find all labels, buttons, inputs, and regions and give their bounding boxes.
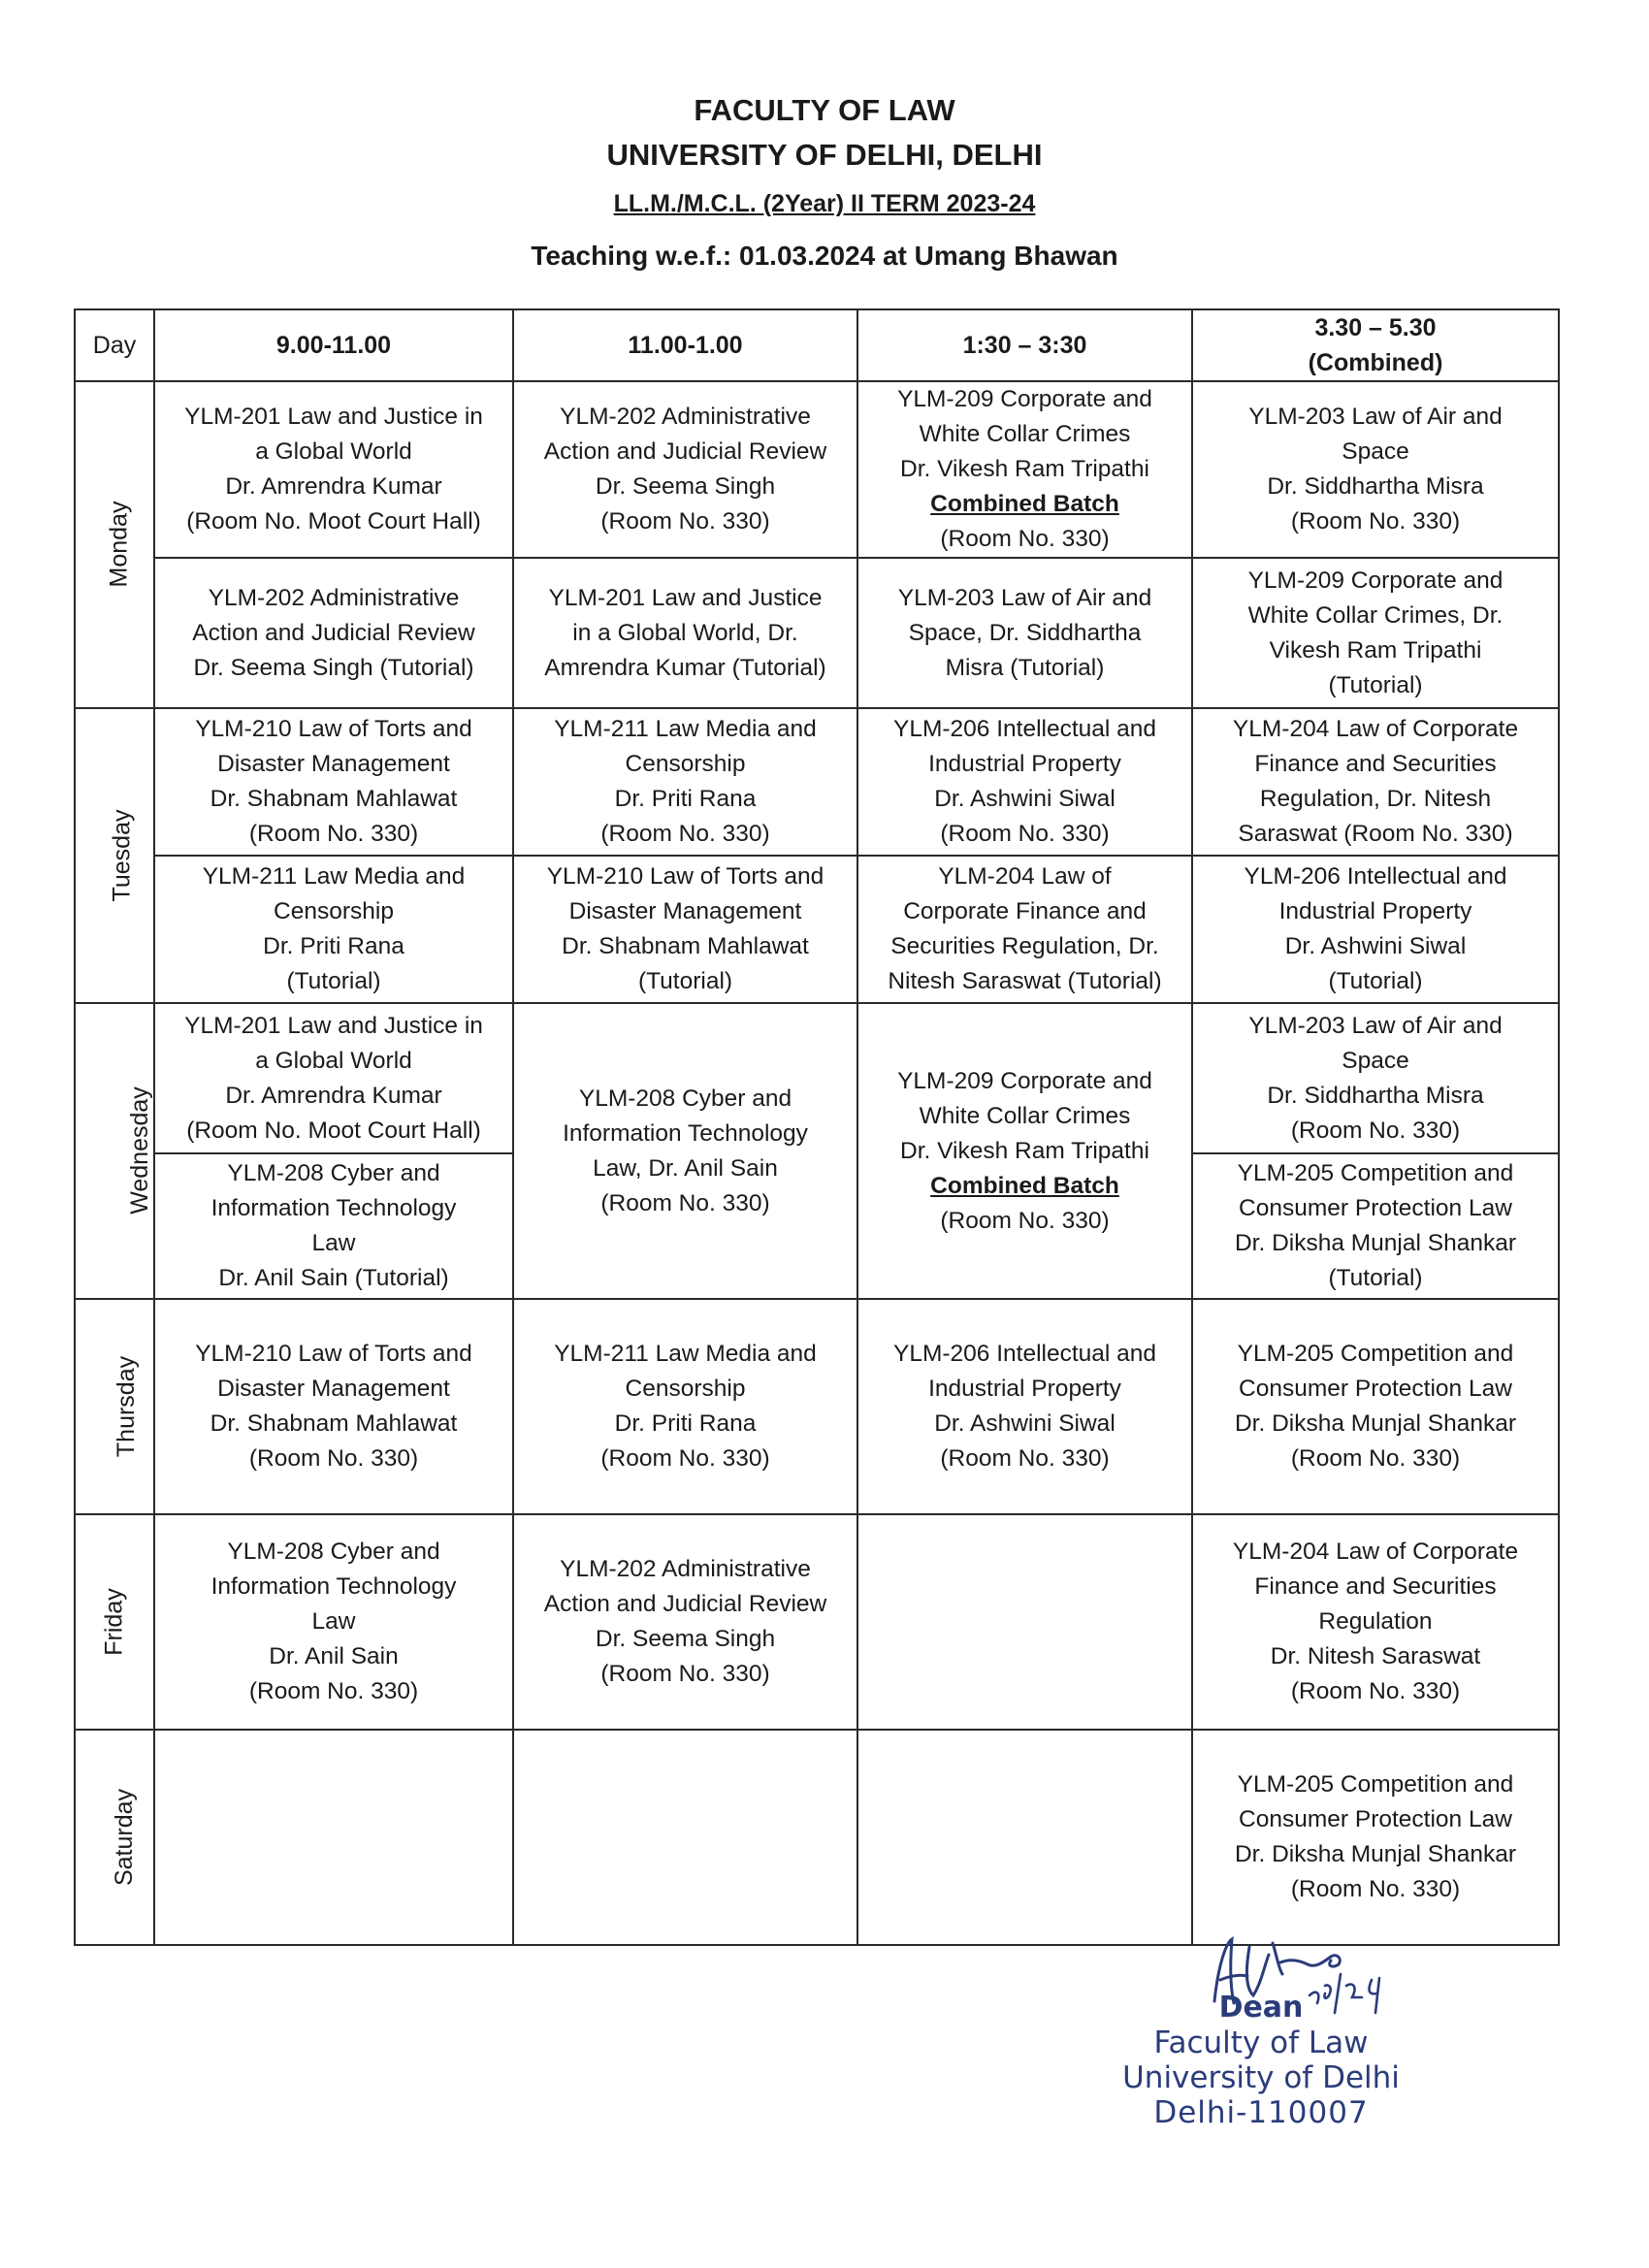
tue-r1-slot4 (1192, 708, 1559, 856)
cell-line: Space (1342, 438, 1409, 465)
cell-line: YLM-203 Law of Air and (1248, 404, 1503, 430)
tue-r1-slot3 (857, 708, 1192, 856)
cell-line: Law (311, 1230, 356, 1256)
cell-line: YLM-210 Law of Torts and (195, 716, 472, 742)
cell-line: Dr. Diksha Munjal Shankar (1234, 1410, 1517, 1437)
cell-line: Dr. Amrendra Kumar (225, 1082, 442, 1109)
slot4-time: 3.30 – 5.30 (1314, 314, 1437, 341)
slot4-header (1192, 309, 1559, 381)
cell-line: Censorship (625, 751, 746, 777)
cell-line: YLM-211 Law Media and (554, 716, 817, 742)
cell-line: Dr. Vikesh Ram Tripathi (900, 1137, 1149, 1164)
cell-line: Dr. Vikesh Ram Tripathi (900, 456, 1149, 482)
cell-line: YLM-209 Corporate and (1247, 567, 1504, 594)
wed-r1-slot1 (154, 1003, 513, 1153)
cell-line: (Room No. 330) (940, 821, 1110, 847)
teaching-date: Teaching w.e.f.: 01.03.2024 at Umang Bhawan (531, 241, 1118, 271)
cell-line: YLM-203 Law of Air and (897, 584, 1152, 611)
cell-line: (Room No. 330) (940, 526, 1110, 552)
cell-line: Industrial Property (928, 1376, 1121, 1402)
cell-line: Amrendra Kumar (Tutorial) (544, 654, 826, 681)
day-tuesday: Tuesday (75, 708, 154, 1003)
cell-line: YLM-208 Cyber and (578, 1085, 792, 1112)
sat-slot4 (1192, 1730, 1559, 1945)
cell-line: Dr. Diksha Munjal Shankar (1234, 1230, 1517, 1256)
cell-line: YLM-205 Competition and (1237, 1341, 1514, 1367)
cell-line: Dr. Seema Singh (Tutorial) (193, 654, 474, 681)
mon-r1-slot1 (154, 381, 513, 558)
cell-line: (Room No. 330) (1290, 1445, 1461, 1472)
cell-line: Combined Batch (930, 1172, 1119, 1199)
cell-line: Consumer Protection Law (1239, 1806, 1512, 1832)
cell-line: (Room No. 330) (1290, 508, 1461, 535)
slot1-header: 9.00-11.00 (154, 309, 513, 381)
cell-line: YLM-204 Law of Corporate (1232, 1539, 1519, 1565)
cell-line: YLM-201 Law and Justice (548, 584, 823, 611)
cell-line: YLM-209 Corporate and (897, 386, 1152, 412)
fri-slot2 (513, 1514, 857, 1730)
cell-line: Dr. Amrendra Kumar (225, 473, 442, 500)
cell-line: (Room No. 330) (600, 508, 770, 535)
tue-r2-slot3 (857, 856, 1192, 1003)
cell-line: Dr. Priti Rana (614, 1410, 757, 1437)
cell-line: Dr. Ashwini Siwal (934, 1410, 1116, 1437)
cell-line: YLM-204 Law of (938, 863, 1112, 890)
cell-line: Saraswat (Room No. 330) (1238, 821, 1513, 847)
cell-line: White Collar Crimes (919, 421, 1131, 447)
cell-line: (Room No. Moot Court Hall) (186, 1117, 481, 1144)
slot4-note: (Combined) (1308, 349, 1443, 376)
cell-line: Disaster Management (217, 1376, 450, 1402)
day-saturday: Saturday (75, 1730, 154, 1945)
cell-line: (Room No. 330) (600, 821, 770, 847)
wednesday-row-1 (75, 1003, 1559, 1153)
cell-line: (Tutorial) (1328, 968, 1423, 994)
cell-line: Space (1342, 1047, 1409, 1074)
cell-line: Dr. Siddhartha Misra (1267, 1082, 1484, 1109)
cell-line: YLM-208 Cyber and (227, 1539, 440, 1565)
dean-faculty: Faculty of Law (1153, 2025, 1369, 2060)
mon-r2-slot2 (513, 558, 857, 708)
cell-line: (Tutorial) (637, 968, 733, 994)
header-row (75, 309, 1559, 381)
cell-line: Action and Judicial Review (543, 438, 827, 465)
cell-line: YLM-203 Law of Air and (1248, 1012, 1503, 1039)
day-header: Day (75, 309, 154, 381)
cell-line: Dr. Seema Singh (595, 1626, 776, 1652)
cell-line: (Room No. 330) (248, 1445, 419, 1472)
wed-slot3 (857, 1003, 1192, 1299)
wed-r1-slot4 (1192, 1003, 1559, 1153)
mon-r2-slot3 (857, 558, 1192, 708)
cell-line: (Room No. 330) (1290, 1117, 1461, 1144)
cell-line: Securities Regulation, Dr. (890, 933, 1159, 959)
cell-line: Disaster Management (217, 751, 450, 777)
cell-line: Censorship (274, 898, 394, 924)
cell-line: Vikesh Ram Tripathi (1269, 636, 1482, 664)
dean-address: Delhi-110007 (1153, 2095, 1369, 2130)
cell-line: (Room No. 330) (248, 1678, 419, 1704)
cell-line: Industrial Property (928, 751, 1121, 777)
cell-line: (Room No. 330) (248, 821, 419, 847)
cell-line: (Room No. Moot Court Hall) (186, 508, 481, 535)
day-thursday: Thursday (75, 1299, 154, 1514)
day-friday: Friday (75, 1514, 154, 1730)
cell-line: Nitesh Saraswat (Tutorial) (888, 968, 1162, 994)
slot2-header: 11.00-1.00 (513, 309, 857, 381)
mon-r1-slot2 (513, 381, 857, 558)
tue-r1-slot2 (513, 708, 857, 856)
cell-line: Consumer Protection Law (1239, 1195, 1512, 1221)
cell-line: (Room No. 330) (1290, 1678, 1461, 1704)
cell-line: Information Technology (210, 1195, 457, 1221)
cell-line: Space, Dr. Siddhartha (908, 619, 1142, 646)
cell-line: (Tutorial) (286, 968, 381, 994)
cell-line: Dr. Siddhartha Misra (1267, 473, 1484, 500)
monday-row-2 (75, 558, 1559, 708)
cell-line: in a Global World, Dr. (572, 619, 798, 646)
cell-line: White Collar Crimes (919, 1102, 1131, 1129)
cell-line: YLM-205 Competition and (1237, 1771, 1514, 1798)
cell-line: Misra (Tutorial) (945, 654, 1105, 681)
tue-r1-slot1 (154, 708, 513, 856)
thu-slot1 (154, 1299, 513, 1514)
wed-slot2 (513, 1003, 857, 1299)
mon-r1-slot4 (1192, 381, 1559, 558)
cell-line: YLM-202 Administrative (560, 404, 811, 430)
sat-slot3 (857, 1730, 1192, 1945)
cell-line: (Room No. 330) (600, 1189, 770, 1216)
cell-line: Regulation, Dr. Nitesh (1259, 786, 1492, 812)
cell-line: Action and Judicial Review (543, 1591, 827, 1617)
cell-line: (Room No. 330) (940, 1207, 1110, 1234)
cell-line: Law, Dr. Anil Sain (593, 1154, 778, 1182)
cell-line: Regulation (1318, 1608, 1433, 1635)
cell-line: (Room No. 330) (1290, 1876, 1461, 1902)
cell-line: YLM-210 Law of Torts and (546, 863, 824, 890)
thursday-row (75, 1299, 1559, 1514)
cell-line: YLM-201 Law and Justice in (184, 1012, 483, 1039)
cell-line: Dr. Nitesh Saraswat (1270, 1643, 1481, 1669)
cell-line: Dr. Anil Sain (269, 1643, 399, 1669)
cell-line: Information Technology (210, 1573, 457, 1600)
timetable (74, 308, 1560, 1946)
cell-line: Finance and Securities (1254, 751, 1497, 777)
cell-line: Information Technology (563, 1119, 808, 1147)
cell-line: Law (311, 1608, 356, 1635)
cell-line: Censorship (625, 1376, 746, 1402)
cell-line: YLM-205 Competition and (1237, 1160, 1514, 1186)
cell-line: Dr. Diksha Munjal Shankar (1234, 1841, 1517, 1867)
cell-line: Industrial Property (1278, 898, 1472, 924)
thu-slot3 (857, 1299, 1192, 1514)
cell-line: Dr. Seema Singh (595, 473, 776, 500)
slot3-header: 1:30 – 3:30 (857, 309, 1192, 381)
cell-line: YLM-202 Administrative (560, 1556, 811, 1582)
wed-r2-slot4 (1192, 1153, 1559, 1299)
cell-line: Dr. Anil Sain (Tutorial) (218, 1265, 449, 1291)
cell-line: (Room No. 330) (600, 1661, 770, 1687)
fri-slot3 (857, 1514, 1192, 1730)
cell-line: YLM-210 Law of Torts and (195, 1341, 472, 1367)
course-term: LL.M./M.C.L. (2Year) II TERM 2023-24 (613, 190, 1036, 217)
cell-line: (Room No. 330) (940, 1445, 1110, 1472)
tue-r2-slot2 (513, 856, 857, 1003)
cell-line: Dr. Shabnam Mahlawat (562, 933, 809, 959)
cell-line: YLM-209 Corporate and (897, 1067, 1152, 1094)
day-monday: Monday (75, 381, 154, 708)
cell-line: (Tutorial) (1328, 671, 1423, 698)
cell-line: YLM-211 Law Media and (202, 863, 466, 890)
cell-line: YLM-206 Intellectual and (892, 716, 1157, 742)
cell-line: a Global World (255, 438, 412, 465)
cell-line: YLM-202 Administrative (208, 584, 460, 611)
mon-r2-slot4 (1192, 558, 1559, 708)
cell-line: Dr. Priti Rana (614, 786, 757, 812)
university-title: UNIVERSITY OF DELHI, DELHI (606, 138, 1043, 172)
cell-line: YLM-206 Intellectual and (1244, 863, 1507, 890)
cell-line: YLM-204 Law of Corporate (1232, 716, 1519, 742)
dean-title: Dean (1218, 1991, 1304, 2025)
sat-slot1 (154, 1730, 513, 1945)
cell-line: YLM-201 Law and Justice in (184, 404, 483, 430)
cell-line: Disaster Management (568, 898, 802, 924)
friday-row (75, 1514, 1559, 1730)
cell-line: Dr. Shabnam Mahlawat (210, 786, 458, 812)
cell-line: Dr. Ashwini Siwal (934, 786, 1116, 812)
cell-line: YLM-211 Law Media and (554, 1341, 817, 1367)
faculty-title: FACULTY OF LAW (694, 93, 955, 127)
cell-line: Dr. Shabnam Mahlawat (210, 1410, 458, 1437)
cell-line: YLM-206 Intellectual and (892, 1341, 1157, 1367)
fri-slot4 (1192, 1514, 1559, 1730)
sat-slot2 (513, 1730, 857, 1945)
saturday-row (75, 1730, 1559, 1945)
wed-r2-slot1 (154, 1153, 513, 1299)
tue-r2-slot4 (1192, 856, 1559, 1003)
cell-line: Consumer Protection Law (1239, 1376, 1512, 1402)
mon-r2-slot1 (154, 558, 513, 708)
cell-line: Dr. Priti Rana (263, 933, 404, 959)
monday-row-1 (75, 381, 1559, 558)
cell-line: YLM-208 Cyber and (227, 1160, 440, 1186)
cell-line: (Tutorial) (1328, 1265, 1423, 1291)
day-wednesday: Wednesday (75, 1003, 154, 1299)
cell-line: White Collar Crimes, Dr. (1247, 601, 1504, 629)
cell-line: Finance and Securities (1254, 1573, 1497, 1600)
thu-slot4 (1192, 1299, 1559, 1514)
tuesday-row-2 (75, 856, 1559, 1003)
cell-line: Corporate Finance and (903, 898, 1147, 924)
tuesday-row-1 (75, 708, 1559, 856)
mon-r1-slot3 (857, 381, 1192, 558)
fri-slot1 (154, 1514, 513, 1730)
cell-line: Action and Judicial Review (192, 619, 475, 646)
cell-line: a Global World (255, 1047, 412, 1074)
dean-university: University of Delhi (1122, 2060, 1400, 2095)
cell-line: Combined Batch (930, 491, 1119, 517)
cell-line: (Room No. 330) (600, 1445, 770, 1472)
tue-r2-slot1 (154, 856, 513, 1003)
cell-line: Dr. Ashwini Siwal (1284, 933, 1467, 959)
thu-slot2 (513, 1299, 857, 1514)
